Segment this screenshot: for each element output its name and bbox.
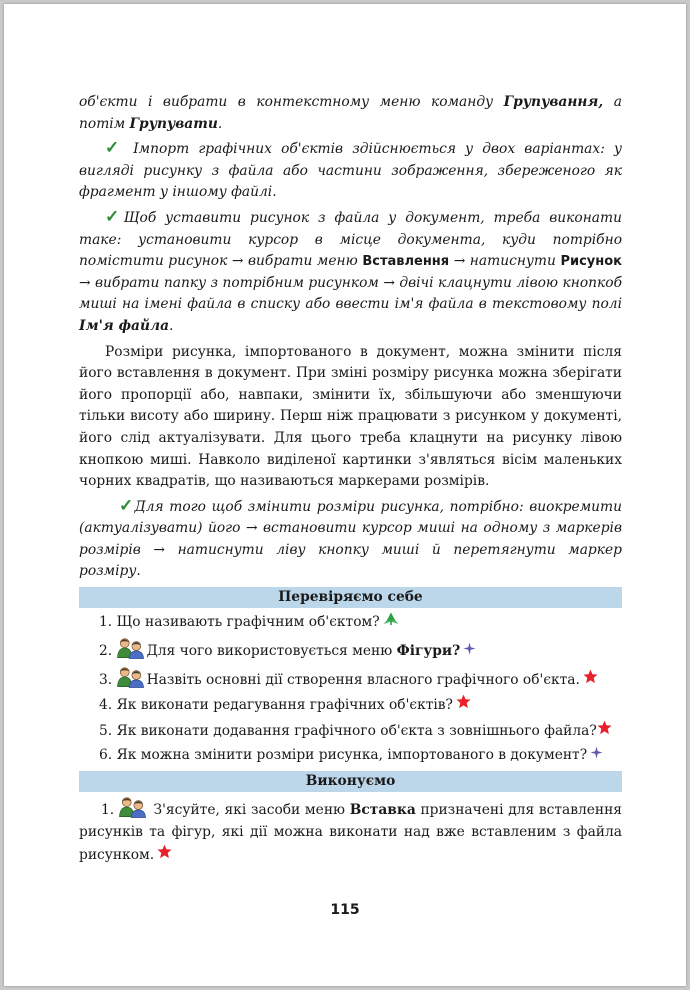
- review-question: 1. Що називають графічним об'єктом?: [79, 612, 622, 634]
- review-question: 2. Для чого використовується меню Фігури?: [79, 637, 622, 663]
- checkmark-icon: ✓: [105, 138, 125, 159]
- paragraph-insert-picture: ✓Щоб уставити рисунок з файла у документ, треба виконати таке: установити курсор в місце документа, куди потрібно помістити рисунок → вибрати меню Вставлення → натиснути Рисунок → вибрати папку з потрібним рисунком → двічі клацнути лівою кнопкоб миші на імені файла в списку або ввести ім'я файла в текстовому полі Ім'я файла.: [79, 206, 622, 334]
- term-group: Групувати: [129, 115, 218, 132]
- green-tree-marker-icon: [383, 612, 399, 626]
- purple-star-marker-icon: [463, 642, 476, 655]
- paragraph-picture-size: Розміри рисунка, імпортованого в документ, можна змінити після його вставлення в документ. При зміні розміру рисунка можна зберігати його пропорції або, навпаки, змінити їх, збільшуючи або зменшуючи тільки висоту або ширину. Перш ніж працювати з рисунком у документі, його слід актуалізувати. Для цього треба клацнути на рисунку лівою кнопкою миші. Навколо виділеної картинки з'являться вісім маленьких чорних квадратів, що називаються маркерами розмірів.: [79, 343, 622, 490]
- term-file-name: Ім'я файла: [79, 317, 170, 334]
- review-question: 6. Як можна змінити розміри рисунка, імпортованого в документ?: [79, 745, 622, 767]
- task-block: [79, 796, 622, 866]
- review-question: 4. Як виконати редагування графічних об'єктів?: [79, 694, 622, 717]
- red-star-marker-icon: [583, 669, 598, 684]
- review-question: 3. Назвіть основні дії створення власного графічного об'єкта.: [79, 666, 622, 692]
- page-content: [79, 92, 622, 870]
- term-insert: Вставка: [349, 802, 416, 819]
- textbook-page: [4, 4, 686, 986]
- page-number: 115: [330, 902, 360, 918]
- term-insert-menu: Вставлення: [362, 254, 450, 270]
- review-section-header: Перевіряємо себе: [79, 587, 622, 608]
- purple-star-marker-icon: [590, 746, 603, 759]
- paragraph-grouping: об'єкти і вибрати в контекстному меню команду Групування, а потім Групувати.: [79, 94, 622, 132]
- group-work-icon: [119, 796, 148, 818]
- review-question: 5. Як виконати додавання графічного об'єкта з зовнішнього файла?: [79, 720, 622, 743]
- group-work-icon: [117, 666, 146, 688]
- term-picture: Рисунок: [560, 254, 622, 270]
- paragraph-resize: ✓Для того щоб змінити розміри рисунка, потрібно: виокремити (актуалізувати) його → встановити курсор миші на одному з маркерів розмірів → натиснути ліву кнопку миші й перетягнути маркер розміру.: [79, 495, 622, 580]
- task-item: 1. З'ясуйте, які засоби меню Вставка призначені для вставлення рисунків та фігур, які дії можна виконати над вже вставленим з файла рисунком.: [79, 796, 622, 866]
- task-section-header: Виконуємо: [79, 771, 622, 792]
- red-star-marker-icon: [597, 720, 612, 735]
- group-work-icon: [117, 637, 146, 659]
- term-shapes: Фігури?: [396, 643, 461, 660]
- red-star-marker-icon: [157, 844, 172, 859]
- term-grouping: Групування,: [503, 94, 604, 110]
- checkmark-icon: ✓: [119, 495, 135, 516]
- paragraph-import: ✓ Імпорт графічних об'єктів здійснюється у двох варіантах: у вигляді рисунку з файла або частини зображення, збереженого як фрагмент у іншому файлі.: [79, 138, 623, 201]
- checkmark-icon: ✓: [105, 206, 124, 227]
- review-question-list: [79, 612, 622, 767]
- red-star-marker-icon: [456, 694, 471, 709]
